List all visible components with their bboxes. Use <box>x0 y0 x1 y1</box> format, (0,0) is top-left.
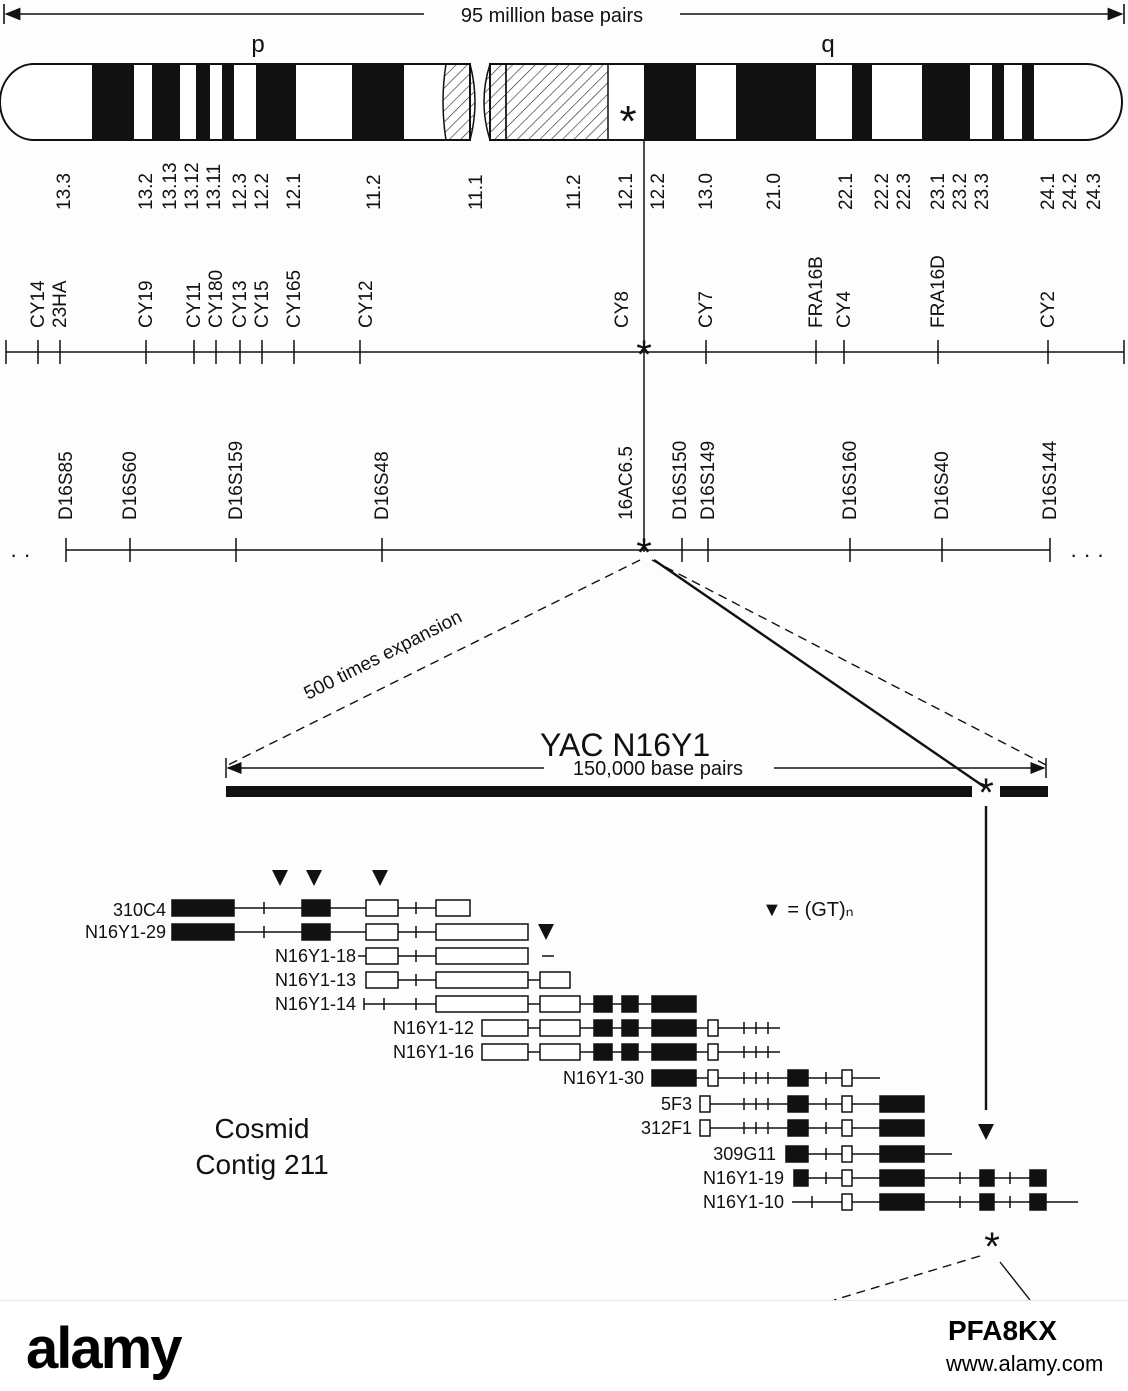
band-label: 24.3 <box>1084 173 1105 210</box>
clone-label: 5F3 <box>660 1094 692 1114</box>
d16-marker-label: 16AC6.5 <box>616 446 637 520</box>
clone-label: 309G11 <box>713 1144 776 1164</box>
clone-label: N16Y1-13 <box>274 970 356 990</box>
band-label: 22.1 <box>836 173 857 210</box>
d16-marker-label: D16S85 <box>56 451 77 520</box>
cy-marker-label: FRA16D <box>928 255 949 328</box>
arm-p-label: p <box>251 31 265 58</box>
yac-length-label: 150,000 base pairs <box>572 758 744 780</box>
d16-marker-label: D16S144 <box>1040 440 1061 520</box>
band-labels <box>54 162 1105 210</box>
clone-label: N16Y1-18 <box>274 946 356 966</box>
cy-marker-label: CY7 <box>696 291 717 328</box>
d16-marker-label: D16S149 <box>698 440 719 520</box>
contig-label-line1: Cosmid <box>214 1113 310 1144</box>
clone-label: N16Y1-19 <box>702 1168 784 1188</box>
cy-marker-label: CY11 <box>184 281 205 328</box>
yac-length-scale <box>226 758 1046 780</box>
band-label: 21.0 <box>764 173 785 210</box>
yac-bar-end <box>1000 786 1048 797</box>
clone-label: N16Y1-29 <box>84 922 166 942</box>
d16-marker-labels <box>56 440 1061 520</box>
clone-label: N16Y1-10 <box>702 1192 784 1212</box>
gene-marker-asterisk: * <box>619 97 637 146</box>
band-label: 11.1 <box>466 174 487 210</box>
clone-label: 310C4 <box>112 900 166 920</box>
yac-asterisk: * <box>978 771 994 815</box>
d16-marker-label: D16S160 <box>840 440 861 520</box>
cy-marker-label: CY13 <box>230 280 251 328</box>
watermark-footer <box>0 1300 1128 1391</box>
band-label: 12.2 <box>252 173 273 210</box>
lower-expansion-lines <box>834 1256 1030 1300</box>
band-label: 13.3 <box>54 173 75 210</box>
cy-marker-label: CY15 <box>252 280 273 328</box>
yac-title: YAC N16Y1 <box>540 727 711 763</box>
yac-bar <box>226 786 972 797</box>
band-label: 23.1 <box>928 173 949 210</box>
cy-marker-label: CY8 <box>612 291 633 328</box>
band-label: 11.2 <box>564 174 585 210</box>
band-label: 23.3 <box>972 173 993 210</box>
watermark-logo: alamy <box>26 1316 181 1381</box>
arm-q-label: q <box>821 31 835 58</box>
chromosome-length-scale <box>4 4 1124 27</box>
band-label: 12.3 <box>230 173 251 210</box>
d16-marker-label: D16S150 <box>670 440 691 520</box>
d16-ellipsis-left: · · <box>10 542 31 567</box>
clone-label: 312F1 <box>640 1118 692 1138</box>
cy-marker-label: CY165 <box>284 269 305 328</box>
cy-marker-label: CY4 <box>834 291 855 328</box>
cy-marker-label: CY180 <box>206 269 227 328</box>
clone-label: N16Y1-16 <box>392 1042 474 1062</box>
cy-marker-label: CY14 <box>28 280 49 328</box>
expansion-label: 500 times expansion <box>300 606 466 705</box>
clone-label: N16Y1-30 <box>562 1068 644 1088</box>
d16-ellipsis-right: · · · <box>1070 542 1105 567</box>
clone-label: N16Y1-12 <box>392 1018 474 1038</box>
band-label: 24.2 <box>1060 173 1081 210</box>
contig-label-line2: Contig 211 <box>195 1149 329 1180</box>
d16-marker-label: D16S60 <box>120 451 141 520</box>
d16-marker-label: D16S159 <box>226 440 247 520</box>
cy-marker-label: FRA16B <box>806 256 827 328</box>
band-label: 13.12 <box>182 162 203 210</box>
band-label: 13.2 <box>136 173 157 210</box>
band-label: 13.13 <box>160 162 181 210</box>
d16-marker-label: D16S40 <box>932 451 953 520</box>
d16-marker-label: D16S48 <box>372 451 393 520</box>
watermark-image-id: PFA8KX <box>948 1315 1057 1346</box>
cy-axis-asterisk: * <box>636 333 652 377</box>
chromosome-ideogram <box>0 64 1122 146</box>
band-label: 24.1 <box>1038 173 1059 210</box>
cy-marker-label: 23HA <box>50 280 71 328</box>
clone-label: N16Y1-14 <box>274 994 356 1014</box>
d16-marker-axis <box>66 538 1050 562</box>
band-label: 12.1 <box>616 173 637 210</box>
cy-marker-label: CY2 <box>1038 291 1059 328</box>
band-label: 12.2 <box>648 173 669 210</box>
band-label: 22.2 <box>872 173 893 210</box>
cy-marker-label: CY12 <box>356 280 377 328</box>
band-label: 23.2 <box>950 173 971 210</box>
contig-asterisk: * <box>984 1225 1000 1269</box>
gt-legend: ▼ = (GT)ₙ <box>762 899 854 921</box>
band-label: 13.0 <box>696 173 717 210</box>
band-label: 13.11 <box>204 163 225 210</box>
band-label: 11.2 <box>364 174 385 210</box>
band-label: 22.3 <box>894 173 915 210</box>
d16-axis-asterisk: * <box>636 531 652 575</box>
band-label: 12.1 <box>284 173 305 210</box>
cy-marker-labels <box>28 255 1059 328</box>
watermark-url: www.alamy.com <box>946 1351 1104 1376</box>
cy-marker-label: CY19 <box>136 280 157 328</box>
chromosome-length-label: 95 million base pairs <box>460 5 644 27</box>
